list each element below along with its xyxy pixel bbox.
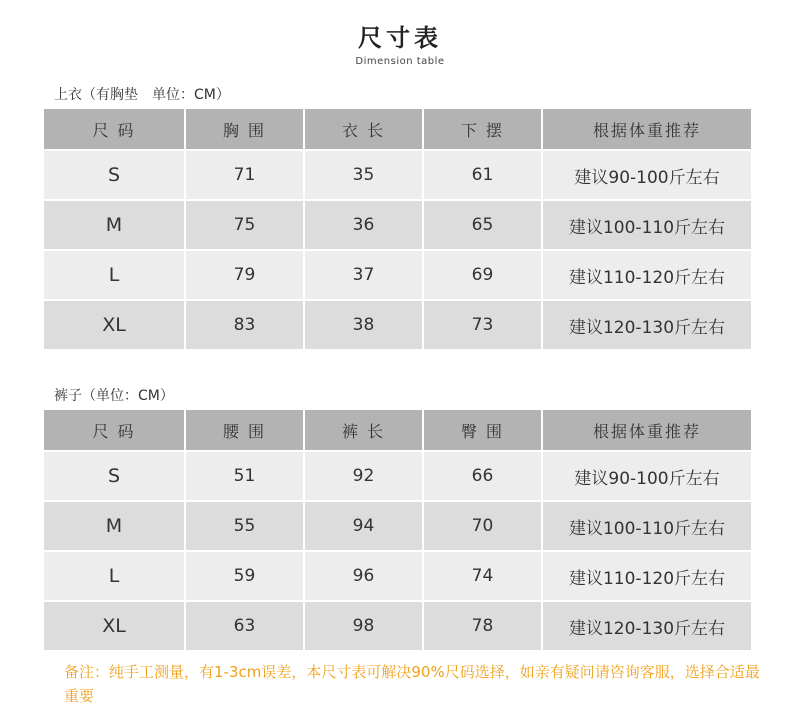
column-header-waist: 腰 围 bbox=[186, 410, 303, 450]
weight-recommendation-cell: 建议100-110斤左右 bbox=[543, 502, 751, 550]
size-cell: M bbox=[44, 502, 184, 550]
length-cell: 35 bbox=[305, 151, 422, 199]
column-header-length: 衣 长 bbox=[305, 109, 422, 149]
length-cell: 36 bbox=[305, 201, 422, 249]
length-cell: 38 bbox=[305, 301, 422, 349]
tops-section-label: 上衣（有胸垫 单位：CM） bbox=[54, 87, 230, 103]
hem-cell: 65 bbox=[424, 201, 541, 249]
table-row bbox=[44, 602, 751, 650]
chest-cell: 75 bbox=[186, 201, 303, 249]
column-header-pants-length: 裤 长 bbox=[305, 410, 422, 450]
weight-recommendation-cell: 建议120-130斤左右 bbox=[543, 602, 751, 650]
table-header-row bbox=[44, 109, 751, 149]
page-subtitle: Dimension table bbox=[355, 56, 445, 67]
hem-cell: 69 bbox=[424, 251, 541, 299]
size-cell: XL bbox=[44, 301, 184, 349]
hem-cell: 61 bbox=[424, 151, 541, 199]
column-header-hem: 下 摆 bbox=[424, 109, 541, 149]
column-header-hip: 臀 围 bbox=[424, 410, 541, 450]
waist-cell: 59 bbox=[186, 552, 303, 600]
weight-recommendation-cell: 建议110-120斤左右 bbox=[543, 251, 751, 299]
note-text: 备注：纯手工测量，有1-3cm误差，本尺寸表可解决90%尺码选择，如亲有疑问请咨询客服，选择合适最重要 bbox=[64, 663, 760, 705]
column-header-size: 尺 码 bbox=[44, 410, 184, 450]
pants-length-cell: 96 bbox=[305, 552, 422, 600]
size-cell: L bbox=[44, 251, 184, 299]
waist-cell: 51 bbox=[186, 452, 303, 500]
waist-cell: 63 bbox=[186, 602, 303, 650]
length-cell: 37 bbox=[305, 251, 422, 299]
hip-cell: 74 bbox=[424, 552, 541, 600]
hip-cell: 66 bbox=[424, 452, 541, 500]
pants-length-cell: 94 bbox=[305, 502, 422, 550]
table-row bbox=[44, 201, 751, 249]
weight-recommendation-cell: 建议120-130斤左右 bbox=[543, 301, 751, 349]
column-header-chest: 胸 围 bbox=[186, 109, 303, 149]
pants-length-cell: 98 bbox=[305, 602, 422, 650]
hip-cell: 70 bbox=[424, 502, 541, 550]
size-cell: S bbox=[44, 452, 184, 500]
weight-recommendation-cell: 建议90-100斤左右 bbox=[543, 452, 751, 500]
pants-size-table bbox=[42, 408, 753, 652]
size-cell: S bbox=[44, 151, 184, 199]
chest-cell: 71 bbox=[186, 151, 303, 199]
chest-cell: 83 bbox=[186, 301, 303, 349]
table-row bbox=[44, 502, 751, 550]
table-row bbox=[44, 251, 751, 299]
hip-cell: 78 bbox=[424, 602, 541, 650]
pants-section-label: 裤子（单位：CM） bbox=[54, 388, 174, 404]
hem-cell: 73 bbox=[424, 301, 541, 349]
table-row bbox=[44, 301, 751, 349]
pants-length-cell: 92 bbox=[305, 452, 422, 500]
tops-size-table bbox=[42, 107, 753, 351]
column-header-size: 尺 码 bbox=[44, 109, 184, 149]
size-cell: XL bbox=[44, 602, 184, 650]
table-row bbox=[44, 552, 751, 600]
size-cell: M bbox=[44, 201, 184, 249]
table-row bbox=[44, 151, 751, 199]
chest-cell: 79 bbox=[186, 251, 303, 299]
table-row bbox=[44, 452, 751, 500]
column-header-weight-recommendation: 根据体重推荐 bbox=[543, 109, 751, 149]
weight-recommendation-cell: 建议110-120斤左右 bbox=[543, 552, 751, 600]
waist-cell: 55 bbox=[186, 502, 303, 550]
column-header-weight-recommendation: 根据体重推荐 bbox=[543, 410, 751, 450]
table-header-row bbox=[44, 410, 751, 450]
weight-recommendation-cell: 建议100-110斤左右 bbox=[543, 201, 751, 249]
weight-recommendation-cell: 建议90-100斤左右 bbox=[543, 151, 751, 199]
size-cell: L bbox=[44, 552, 184, 600]
page-title: 尺寸表 bbox=[358, 24, 442, 52]
